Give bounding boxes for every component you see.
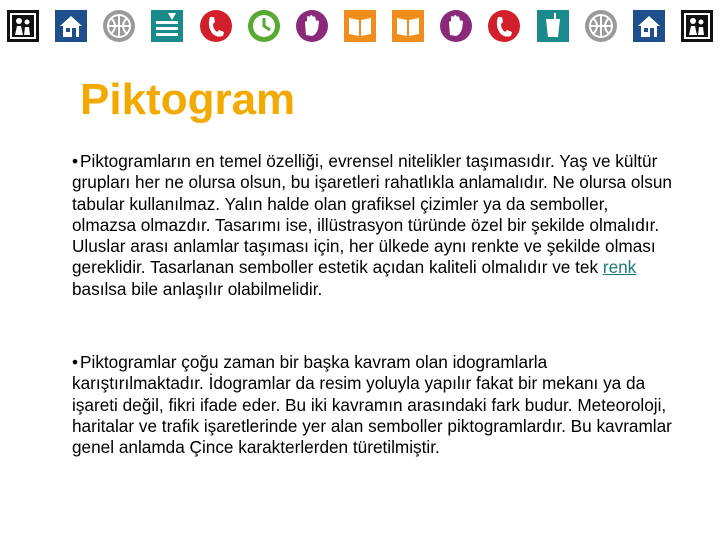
paragraph-2 — [72, 352, 672, 458]
drink-icon — [534, 7, 572, 45]
renk-link[interactable]: renk — [602, 257, 637, 278]
basketball-icon — [582, 7, 620, 45]
bullet: • — [72, 352, 79, 372]
paragraph-1 — [72, 151, 672, 300]
telephone-icon — [485, 7, 523, 45]
books-icon — [389, 7, 427, 45]
telephone-icon — [197, 7, 235, 45]
writing-icon — [148, 7, 186, 45]
page-title: Piktogram — [80, 75, 296, 124]
family-icon — [4, 7, 42, 45]
house-icon — [52, 7, 90, 45]
basketball-icon — [100, 7, 138, 45]
house-icon — [630, 7, 668, 45]
clock-icon — [245, 7, 283, 45]
bullet: • — [72, 151, 79, 171]
books-icon — [341, 7, 379, 45]
pictogram-icon-strip — [4, 6, 716, 46]
paragraph-1-text-start: Piktogramların en temel özelliği, evrensel nitelikler taşımasıdır. Yaş ve kültür grupları her ne olursa olsun, bu işaretleri rahatlıkla anlamalıdır. Ne olursa olsun tabular kullanılmaz. Yalın halde olan grafiksel çizimler ya da semboller, olmazsa olmazdır. Tasarımı ise, illüstrasyon türünde özel bir şekilde olmalıdır. Uluslar arası anlamlar taşıması için, her ülkede aynı renkte ve şekilde olması gereklidir. Tasarlanan semboller estetik açıdan kaliteli olmalıdır ve tek — [72, 151, 672, 278]
paragraph-1-text-end: basılsa bile anlaşılır olabilmelidir. — [72, 278, 323, 299]
paragraph-2-text: Piktogramlar çoğu zaman bir başka kavram olan idogramlarla karıştırılmaktadır. İdogramlar da resim yoluyla yapılır fakat bir mekanı ya da işareti değil, fikri ifade eder. Bu iki kavramın arasındaki fark budur. Meteoroloji, haritalar ve trafik işaretlerinde yer alan semboller piktogramlardır. Bu kavramlar genel anlamda Çince karakterlerden türetilmiştir. — [72, 352, 672, 458]
family-icon — [678, 7, 716, 45]
stop-hand-icon — [437, 7, 475, 45]
stop-hand-icon — [293, 7, 331, 45]
